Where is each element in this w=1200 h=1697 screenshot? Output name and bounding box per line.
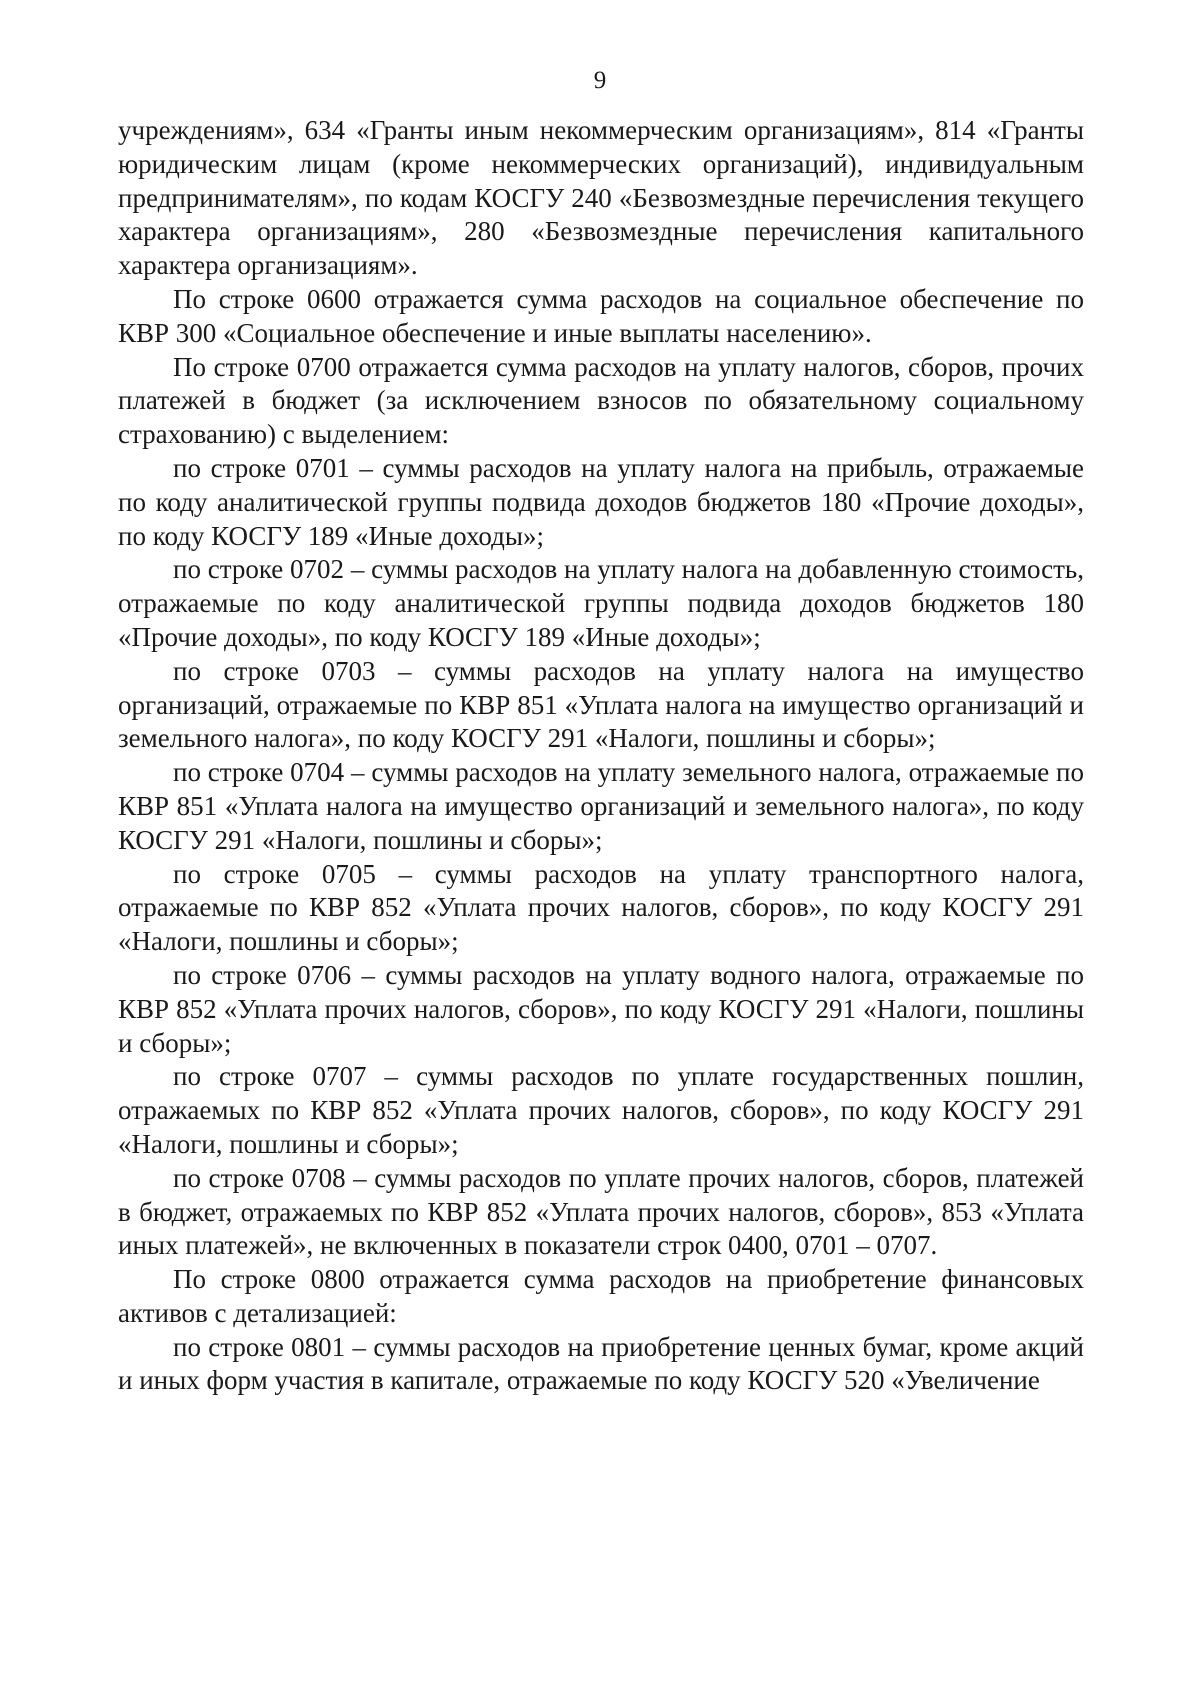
paragraph-line-0706: по строке 0706 – суммы расходов на уплату водного налога, отражаемые по КВР 852 «Уплата прочих налогов, сборов», по коду КОСГУ 291 «Налоги, пошлины и сборы»; [118, 959, 1084, 1058]
paragraph-line-0800: По строке 0800 отражается сумма расходов на приобретение финансовых активов с детализацией: [118, 1264, 1084, 1328]
paragraph-1: учреждениям», 634 «Гранты иным некоммерческим организациям», 814 «Гранты юридическим лицам (кроме некоммерческих организаций), индивидуальным предпринимателям», по кодам КОСГУ 240 «Безвозмездные перечисления текущего характера организациям», 280 «Безвозмездные перечисления капитального характера организациям». [118, 115, 1084, 281]
paragraph-line-0705: по строке 0705 – суммы расходов на уплату транспортного налога, отражаемые по КВР 852 «Уплата прочих налогов, сборов», по коду КОСГУ 291 «Налоги, пошлины и сборы»; [118, 858, 1084, 957]
paragraph-line-0801: по строке 0801 – суммы расходов на приобретение ценных бумаг, кроме акций и иных форм участия в капитале, отражаемые по коду КОСГУ 520 «Увеличение [118, 1331, 1084, 1396]
paragraph-line-0702: по строке 0702 – суммы расходов на уплату налога на добавленную стоимость, отражаемые по коду аналитической группы подвида доходов бюджетов 180 «Прочие доходы», по коду КОСГУ 189 «Иные доходы»; [118, 554, 1084, 652]
page-number: 9 [593, 67, 607, 94]
paragraph-line-0600: По строке 0600 отражается сумма расходов на социальное обеспечение по КВР 300 «Социальное обеспечение и иные выплаты населению». [118, 283, 1084, 348]
paragraph-line-0704: по строке 0704 – суммы расходов на уплату земельного налога, отражаемые по КВР 851 «Уплата налога на имущество организаций и земельного налога», по коду КОСГУ 291 «Налоги, пошлины и сборы»; [118, 757, 1084, 855]
document-body [118, 114, 1084, 1398]
paragraph-line-0708: по строке 0708 – суммы расходов по уплате прочих налогов, сборов, платежей в бюджет, отражаемых по КВР 852 «Уплата прочих налогов, сборов», 853 «Уплата иных платежей», не включенных в показатели строк 0400, 0701 – 0707. [118, 1162, 1084, 1261]
paragraph-line-0700: По строке 0700 отражается сумма расходов на уплату налогов, сборов, прочих платежей в бюджет (за исключением взносов по обязательному социальному страхованию) с выделением: [118, 351, 1084, 450]
paragraph-line-0703: по строке 0703 – суммы расходов на уплату налога на имущество организаций, отражаемые по КВР 851 «Уплата налога на имущество организаций и земельного налога», по коду КОСГУ 291 «Налоги, пошлины и сборы»; [118, 655, 1084, 754]
paragraph-line-0701: по строке 0701 – суммы расходов на уплату налога на прибыль, отражаемые по коду аналитической группы подвида доходов бюджетов 180 «Прочие доходы», по коду КОСГУ 189 «Иные доходы»; [118, 452, 1084, 551]
paragraph-line-0707: по строке 0707 – суммы расходов по уплате государственных пошлин, отражаемых по КВР 852 «Уплата прочих налогов, сборов», по коду КОСГУ 291 «Налоги, пошлины и сборы»; [118, 1061, 1084, 1159]
